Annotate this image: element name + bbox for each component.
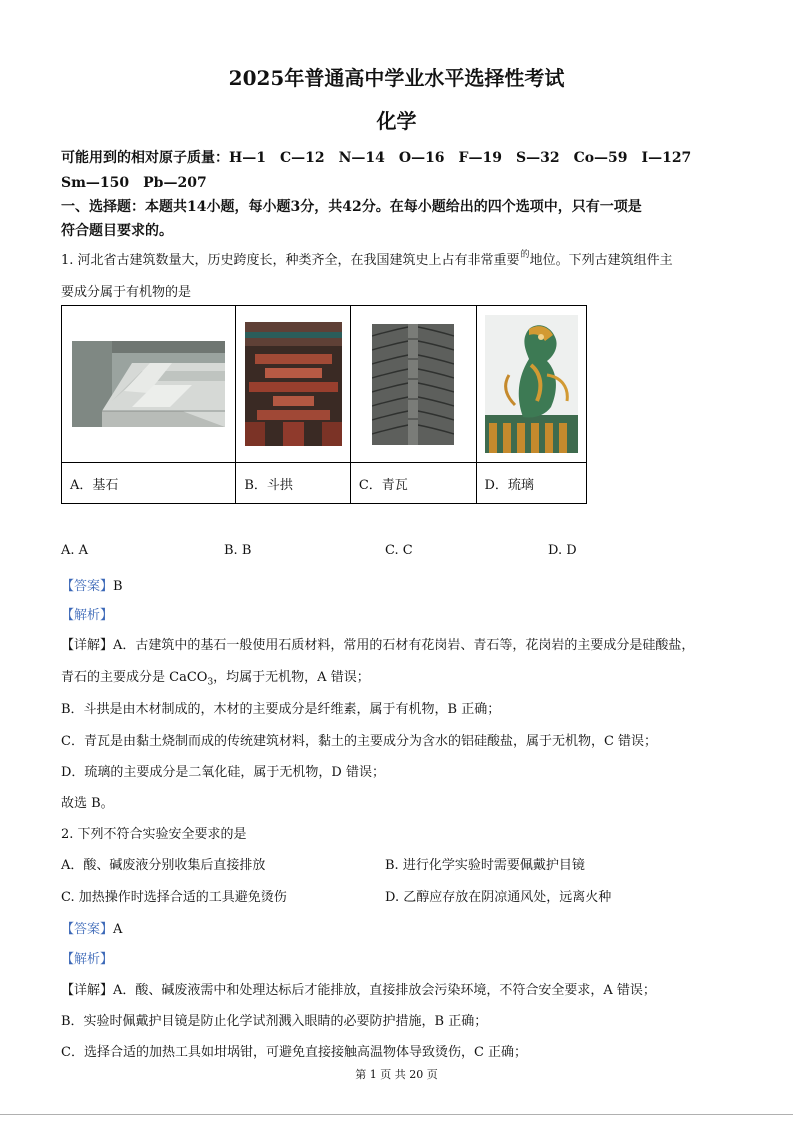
q1-detail-a-line-1 xyxy=(61,634,694,653)
q2-stem: 2. 下列不符合实验安全要求的是 xyxy=(61,827,247,842)
atomic-mass-line-1: 可能用到的相对原子质量：H—1 C—12 N—14 O—16 F—19 S—32 Co—59 I—127 xyxy=(61,150,692,166)
option-label-c: C．青瓦 xyxy=(350,463,476,504)
cell-image-b xyxy=(236,306,350,463)
q2-detail-tag: 【详解】 xyxy=(61,983,114,998)
option-label-a: A．基石 xyxy=(62,463,236,504)
q1-choice-c: C. C xyxy=(385,543,413,558)
q1-detail-b: B．斗拱是由木材制成的，木材的主要成分是纤维素，属于有机物，B 正确； xyxy=(61,702,501,717)
subject-title: 化学 xyxy=(376,109,417,133)
bottom-rule xyxy=(0,1114,793,1115)
q2-detail-b: B．实验时佩戴护目镜是防止化学试剂溅入眼睛的必要防护措施，B 正确； xyxy=(61,1014,488,1029)
section-heading-line-1: 一、选择题：本题共14小题，每小题3分，共42分。在每小题给出的四个选项中，只有一项是 xyxy=(61,199,642,215)
q2-option-d: D. 乙醇应存放在阴凉通风处，远离火种 xyxy=(385,890,612,905)
q1-answer-value: B xyxy=(113,579,123,594)
foundation-stone-image xyxy=(72,341,225,427)
exam-title: 2025年普通高中学业水平选择性考试 xyxy=(228,66,565,90)
q2-option-a: A．酸、碱废液分别收集后直接排放 xyxy=(61,858,266,873)
cell-image-d xyxy=(476,306,587,463)
q2-detail-a xyxy=(61,979,656,998)
q2-option-b: B. 进行化学实验时需要佩戴护目镜 xyxy=(385,858,585,873)
q2-option-c: C. 加热操作时选择合适的工具避免烫伤 xyxy=(61,890,287,905)
section-heading-line-2: 符合题目要求的。 xyxy=(61,223,173,239)
q1-detail-a2-sub: 3 xyxy=(207,677,214,688)
q1-detail-a2-pre: 青石的主要成分是 CaCO xyxy=(61,670,208,685)
q1-stem-text-a: 1. 河北省古建筑数量大，历史跨度长，种类齐全，在我国建筑史上占有非常重要 xyxy=(61,253,520,268)
q1-answer-tag: 【答案】 xyxy=(61,579,114,594)
q1-stem-line-2: 要成分属于有机物的是 xyxy=(61,285,192,300)
q2-detail-c: C．选择合适的加热工具如坩埚钳，可避免直接接触高温物体导致烫伤，C 正确； xyxy=(61,1045,528,1060)
q1-choice-a: A. A xyxy=(61,543,89,558)
q1-detail-a-line-2 xyxy=(61,666,370,688)
page-number: 第 1 页 共 20 页 xyxy=(355,1068,438,1081)
cell-image-c xyxy=(350,306,476,463)
glazed-ornament-image xyxy=(485,315,578,453)
q1-stem-text-b: 地位。下列古建筑组件主 xyxy=(529,253,673,268)
atomic-mass-line-2: Sm—150 Pb—207 xyxy=(61,175,207,191)
q1-detail-tag: 【详解】 xyxy=(61,638,114,653)
q1-detail-c: C．青瓦是由黏土烧制而成的传统建筑材料，黏土的主要成分为含水的铝硅酸盐，属于无机物，C 错误； xyxy=(61,734,658,749)
q1-answer xyxy=(61,575,123,594)
option-label-d: D．琉璃 xyxy=(476,463,587,504)
q1-choice-d: D. D xyxy=(548,543,577,558)
option-label-b: B．斗拱 xyxy=(236,463,350,504)
q1-detail-a2-post: ，均属于无机物，A 错误； xyxy=(213,670,370,685)
grey-tile-image xyxy=(372,324,454,445)
q1-analysis-tag: 【解析】 xyxy=(61,608,114,623)
q2-detail-a-text: A．酸、碱废液需中和处理达标后才能排放，直接排放会污染环境，不符合安全要求，A 错误； xyxy=(113,983,656,998)
cell-image-a xyxy=(62,306,236,463)
q1-options-table xyxy=(61,305,587,504)
q2-analysis-tag: 【解析】 xyxy=(61,952,114,967)
q1-choice-b: B. B xyxy=(224,543,252,558)
q1-conclusion: 故选 B。 xyxy=(61,796,114,811)
q1-stem-superscript: 的 xyxy=(520,250,530,260)
q1-stem-line-1 xyxy=(61,249,673,268)
q2-answer xyxy=(61,918,122,937)
q1-detail-d: D．琉璃的主要成分是二氧化硅，属于无机物，D 错误； xyxy=(61,765,385,780)
q2-answer-tag: 【答案】 xyxy=(61,922,114,937)
q1-detail-a1-text: A．古建筑中的基石一般使用石质材料，常用的石材有花岗岩、青石等，花岗岩的主要成分是硅酸盐， xyxy=(113,638,695,653)
bracket-set-image xyxy=(245,322,342,446)
q2-answer-value: A xyxy=(113,922,123,937)
